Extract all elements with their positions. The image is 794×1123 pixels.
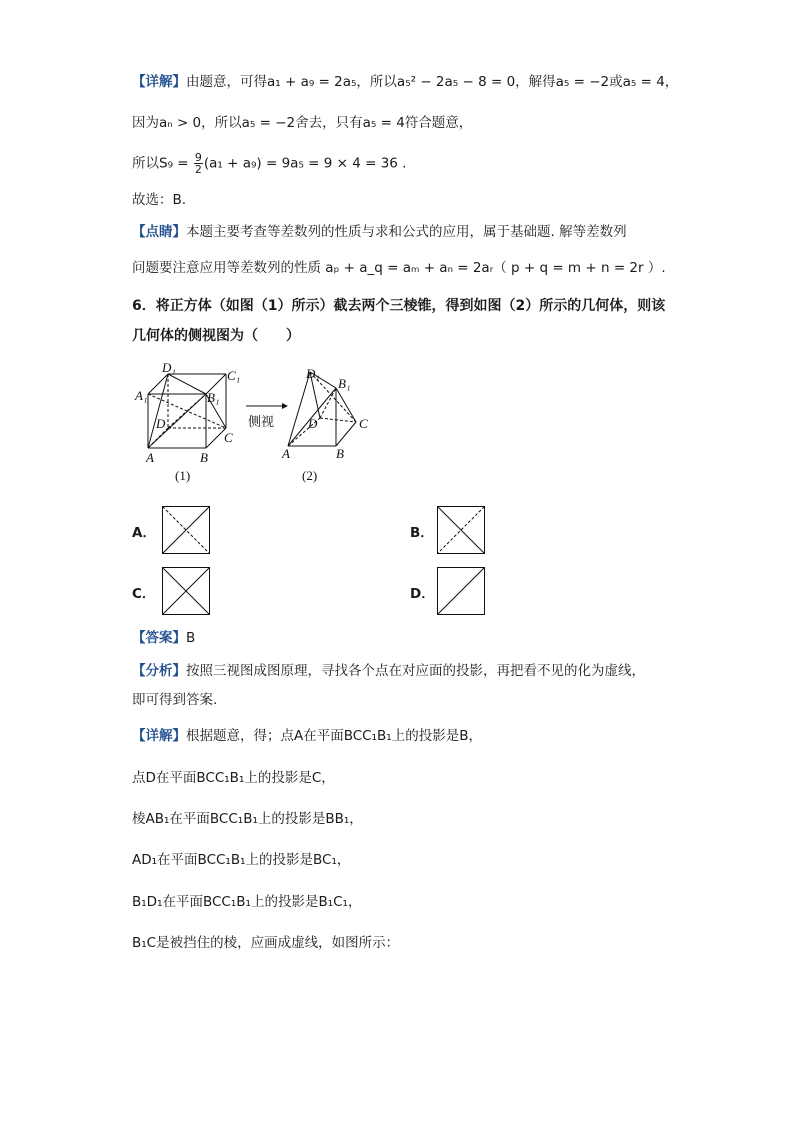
remark-text-1: 本题主要考查等差数列的性质与求和公式的应用，属于基础题. 解等差数列 bbox=[186, 224, 627, 240]
label-D: D bbox=[156, 416, 166, 431]
sum-suffix: (a₁ + a₉) = 9a₅ = 9 × 4 = 36 . bbox=[203, 155, 407, 172]
fraction-denominator: 2 bbox=[194, 163, 202, 176]
option-c-label[interactable]: C． bbox=[132, 586, 156, 602]
conclusion-line: 故选：B. bbox=[132, 192, 187, 208]
option-c-figure[interactable] bbox=[162, 567, 210, 615]
remark-tag: 【点睛】 bbox=[132, 224, 186, 240]
label-A1: A₁ bbox=[135, 388, 148, 403]
option-a-figure[interactable] bbox=[162, 506, 210, 554]
fraction-9-over-2 bbox=[194, 152, 203, 175]
option-a-label[interactable]: A． bbox=[132, 525, 156, 541]
figure-1-caption: (1) bbox=[175, 468, 191, 483]
detail-2-line-5: B₁D₁在平面BCC₁B₁上的投影是B₁C₁， bbox=[132, 894, 362, 910]
detail-2-line-4: AD₁在平面BCC₁B₁上的投影是BC₁， bbox=[132, 852, 351, 868]
label-C1: C₁ bbox=[227, 368, 241, 383]
answer-line bbox=[132, 628, 195, 648]
label-B: B bbox=[200, 450, 208, 465]
detail-2-tag: 【详解】 bbox=[132, 728, 186, 744]
detail-2-line-1 bbox=[132, 726, 482, 746]
arrow-label: 侧视 bbox=[248, 415, 275, 430]
answer-tag: 【答案】 bbox=[132, 630, 186, 646]
detail-line-3 bbox=[132, 152, 406, 175]
label-B1: B₁ bbox=[207, 390, 220, 405]
detail-line-1 bbox=[132, 72, 678, 92]
fig2-label-B: B bbox=[336, 446, 344, 461]
label-C: C bbox=[224, 430, 233, 445]
option-b-figure[interactable] bbox=[437, 506, 485, 554]
remark-line-1 bbox=[132, 222, 627, 242]
figure-2-caption: (2) bbox=[302, 468, 318, 483]
detail-2-line-6: B₁C是被挡住的棱，应画成虚线，如图所示： bbox=[132, 935, 400, 951]
label-D1: D₁ bbox=[162, 360, 176, 375]
solid-figure-2 bbox=[278, 360, 388, 488]
fraction-numerator: 9 bbox=[194, 151, 202, 164]
detail-2-line-3: 棱AB₁在平面BCC₁B₁上的投影是BB₁， bbox=[132, 811, 363, 827]
option-d-label[interactable]: D． bbox=[410, 586, 435, 602]
remark-line-2: 问题要注意应用等差数列的性质 aₚ + a_q = aₘ + aₙ = 2aᵣ（ p + q = m + n = 2r ）. bbox=[132, 260, 666, 276]
fig2-label-C: C bbox=[359, 416, 368, 431]
cube-figure-1 bbox=[130, 360, 260, 488]
detail-2-line-2: 点D在平面BCC₁B₁上的投影是C， bbox=[132, 770, 335, 786]
question-6-line-1: 6．将正方体（如图（1）所示）截去两个三棱锥，得到如图（2）所示的几何体，则该 bbox=[132, 298, 666, 314]
answer-value: B bbox=[186, 630, 196, 646]
analysis-line-2: 即可得到答案. bbox=[132, 692, 218, 708]
fig2-label-D1: D₁ bbox=[306, 366, 320, 381]
fig2-label-B1: B₁ bbox=[338, 376, 351, 391]
label-A: A bbox=[146, 450, 154, 465]
analysis-text-1: 按照三视图成图原理，寻找各个点在对应面的投影，再把看不见的化为虚线， bbox=[186, 663, 645, 679]
analysis-line-1 bbox=[132, 661, 645, 681]
option-b-label[interactable]: B． bbox=[410, 525, 434, 541]
detail-tag: 【详解】 bbox=[132, 74, 186, 90]
sum-prefix: 所以S₉ = bbox=[132, 155, 189, 172]
detail-2-text-1: 根据题意，得；点A在平面BCC₁B₁上的投影是B， bbox=[186, 728, 482, 744]
question-6-line-2: 几何体的侧视图为（ ） bbox=[132, 328, 300, 344]
analysis-tag: 【分析】 bbox=[132, 663, 186, 679]
detail-line-2: 因为aₙ > 0，所以a₅ = −2舍去，只有a₅ = 4符合题意， bbox=[132, 115, 473, 131]
fig2-label-A: A bbox=[282, 446, 290, 461]
detail-text-1: 由题意，可得a₁ + a₉ = 2a₅，所以a₅² − 2a₅ − 8 = 0，解得a₅ = −2或a₅ = 4， bbox=[186, 74, 679, 90]
fig2-label-D: D bbox=[308, 416, 318, 431]
option-d-figure[interactable] bbox=[437, 567, 485, 615]
